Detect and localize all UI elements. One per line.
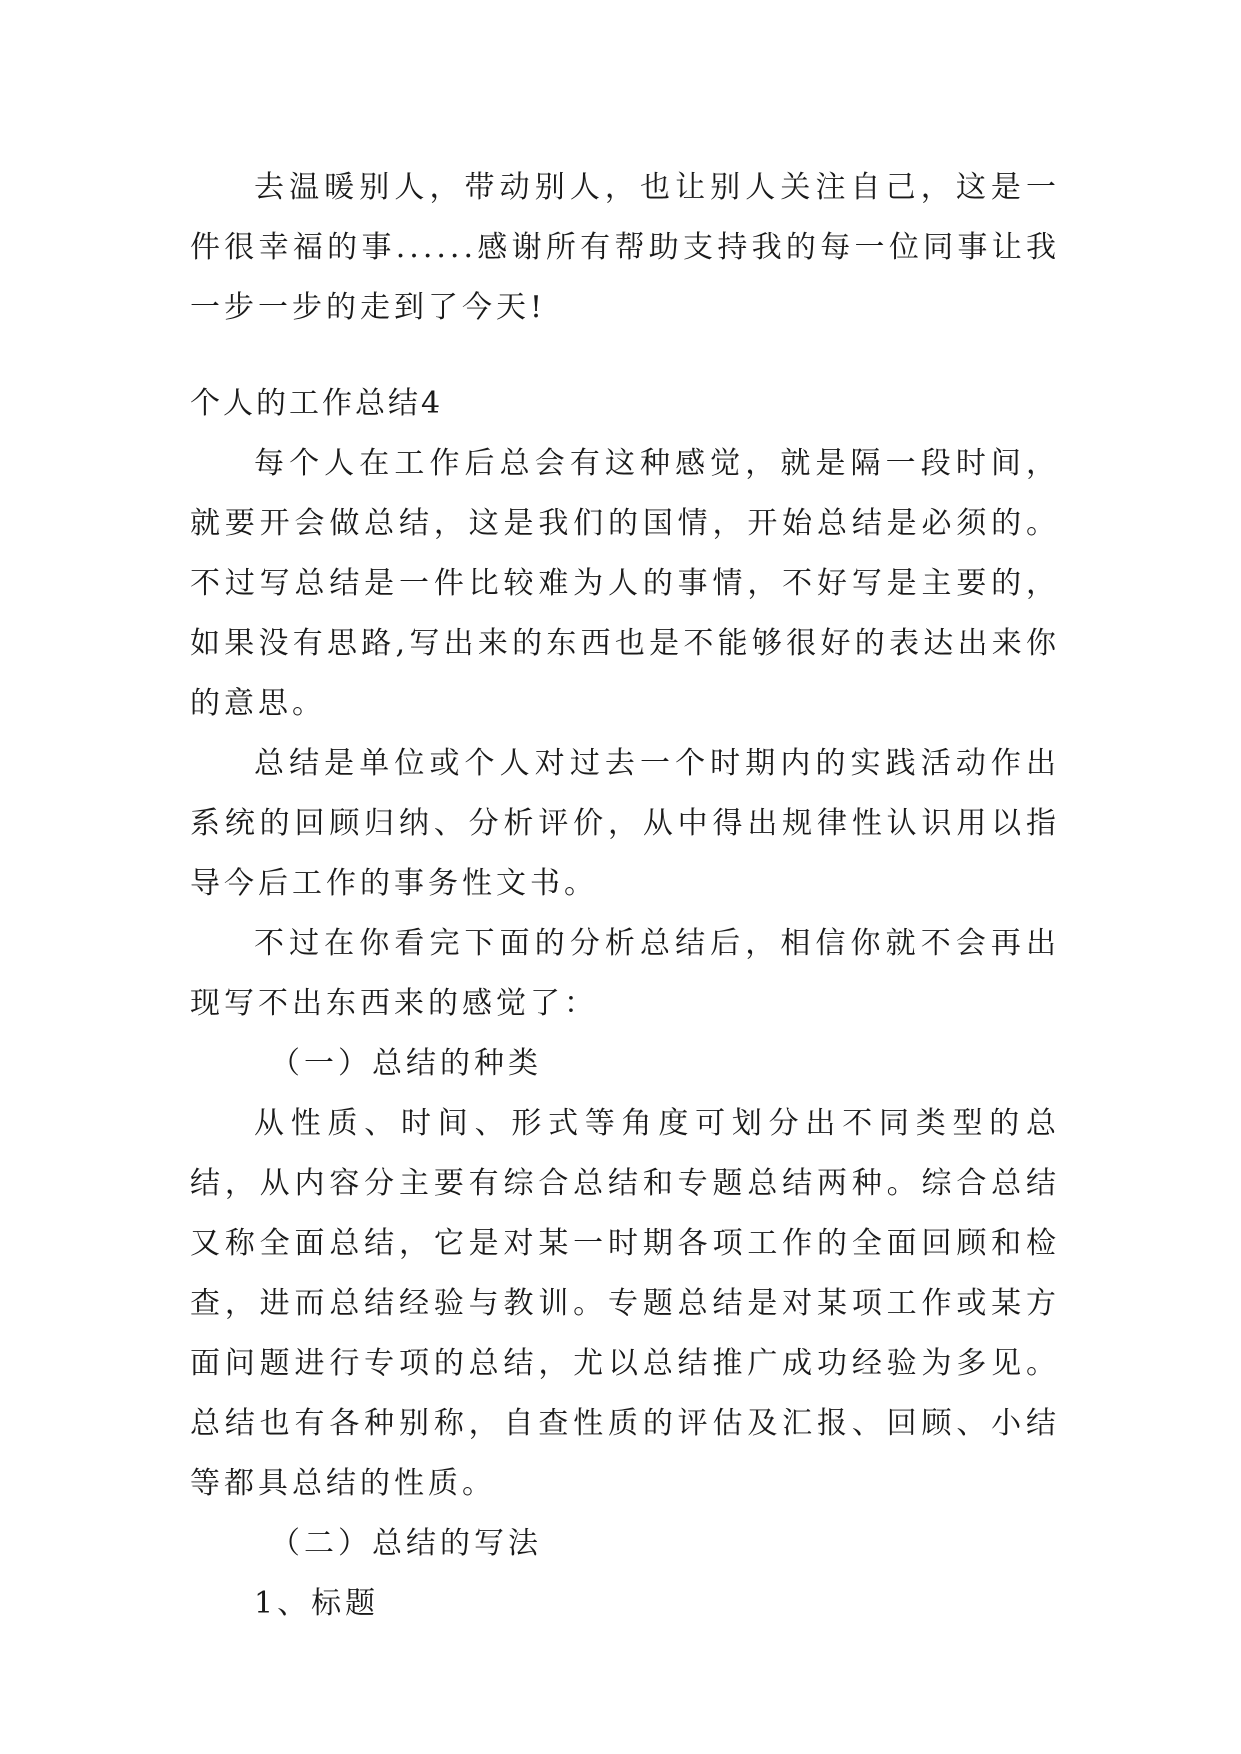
intro-paragraph: 去温暖别人，带动别人，也让别人关注自己，这是一件很幸福的事......感谢所有帮助支持我的每一位同事让我一步一步的走到了今天!: [190, 170, 1060, 325]
paragraph-4: 从性质、时间、形式等角度可划分出不同类型的总结，从内容分主要有综合总结和专题总结两种。综合总结又称全面总结，它是对某一时期各项工作的全面回顾和检查，进而总结经验与教训。专题总结是对某项工作或某方面问题进行专项的总结，尤以总结推广成功经验为多见。总结也有各种别称，自查性质的评估及汇报、回顾、小结等都具总结的性质。: [190, 1106, 1060, 1501]
document-body: [190, 158, 1060, 1634]
paragraph-1: 每个人在工作后总会有这种感觉，就是隔一段时间，就要开会做总结，这是我们的国情，开始总结是必须的。不过写总结是一件比较难为人的事情，不好写是主要的，如果没有思路,写出来的东西也是不能够很好的表达出来你的意思。: [190, 446, 1060, 721]
section-title: 个人的工作总结4: [190, 386, 444, 421]
paragraph-3: 不过在你看完下面的分析总结后，相信你就不会再出现写不出东西来的感觉了：: [190, 926, 1060, 1021]
paragraph-2: 总结是单位或个人对过去一个时期内的实践活动作出系统的回顾归纳、分析评价，从中得出规律性认识用以指导今后工作的事务性文书。: [190, 746, 1060, 901]
subheading-title: 1、标题: [254, 1586, 380, 1621]
subheading-kinds: （一）总结的种类: [270, 1046, 542, 1081]
subheading-writing: （二）总结的写法: [270, 1526, 542, 1561]
